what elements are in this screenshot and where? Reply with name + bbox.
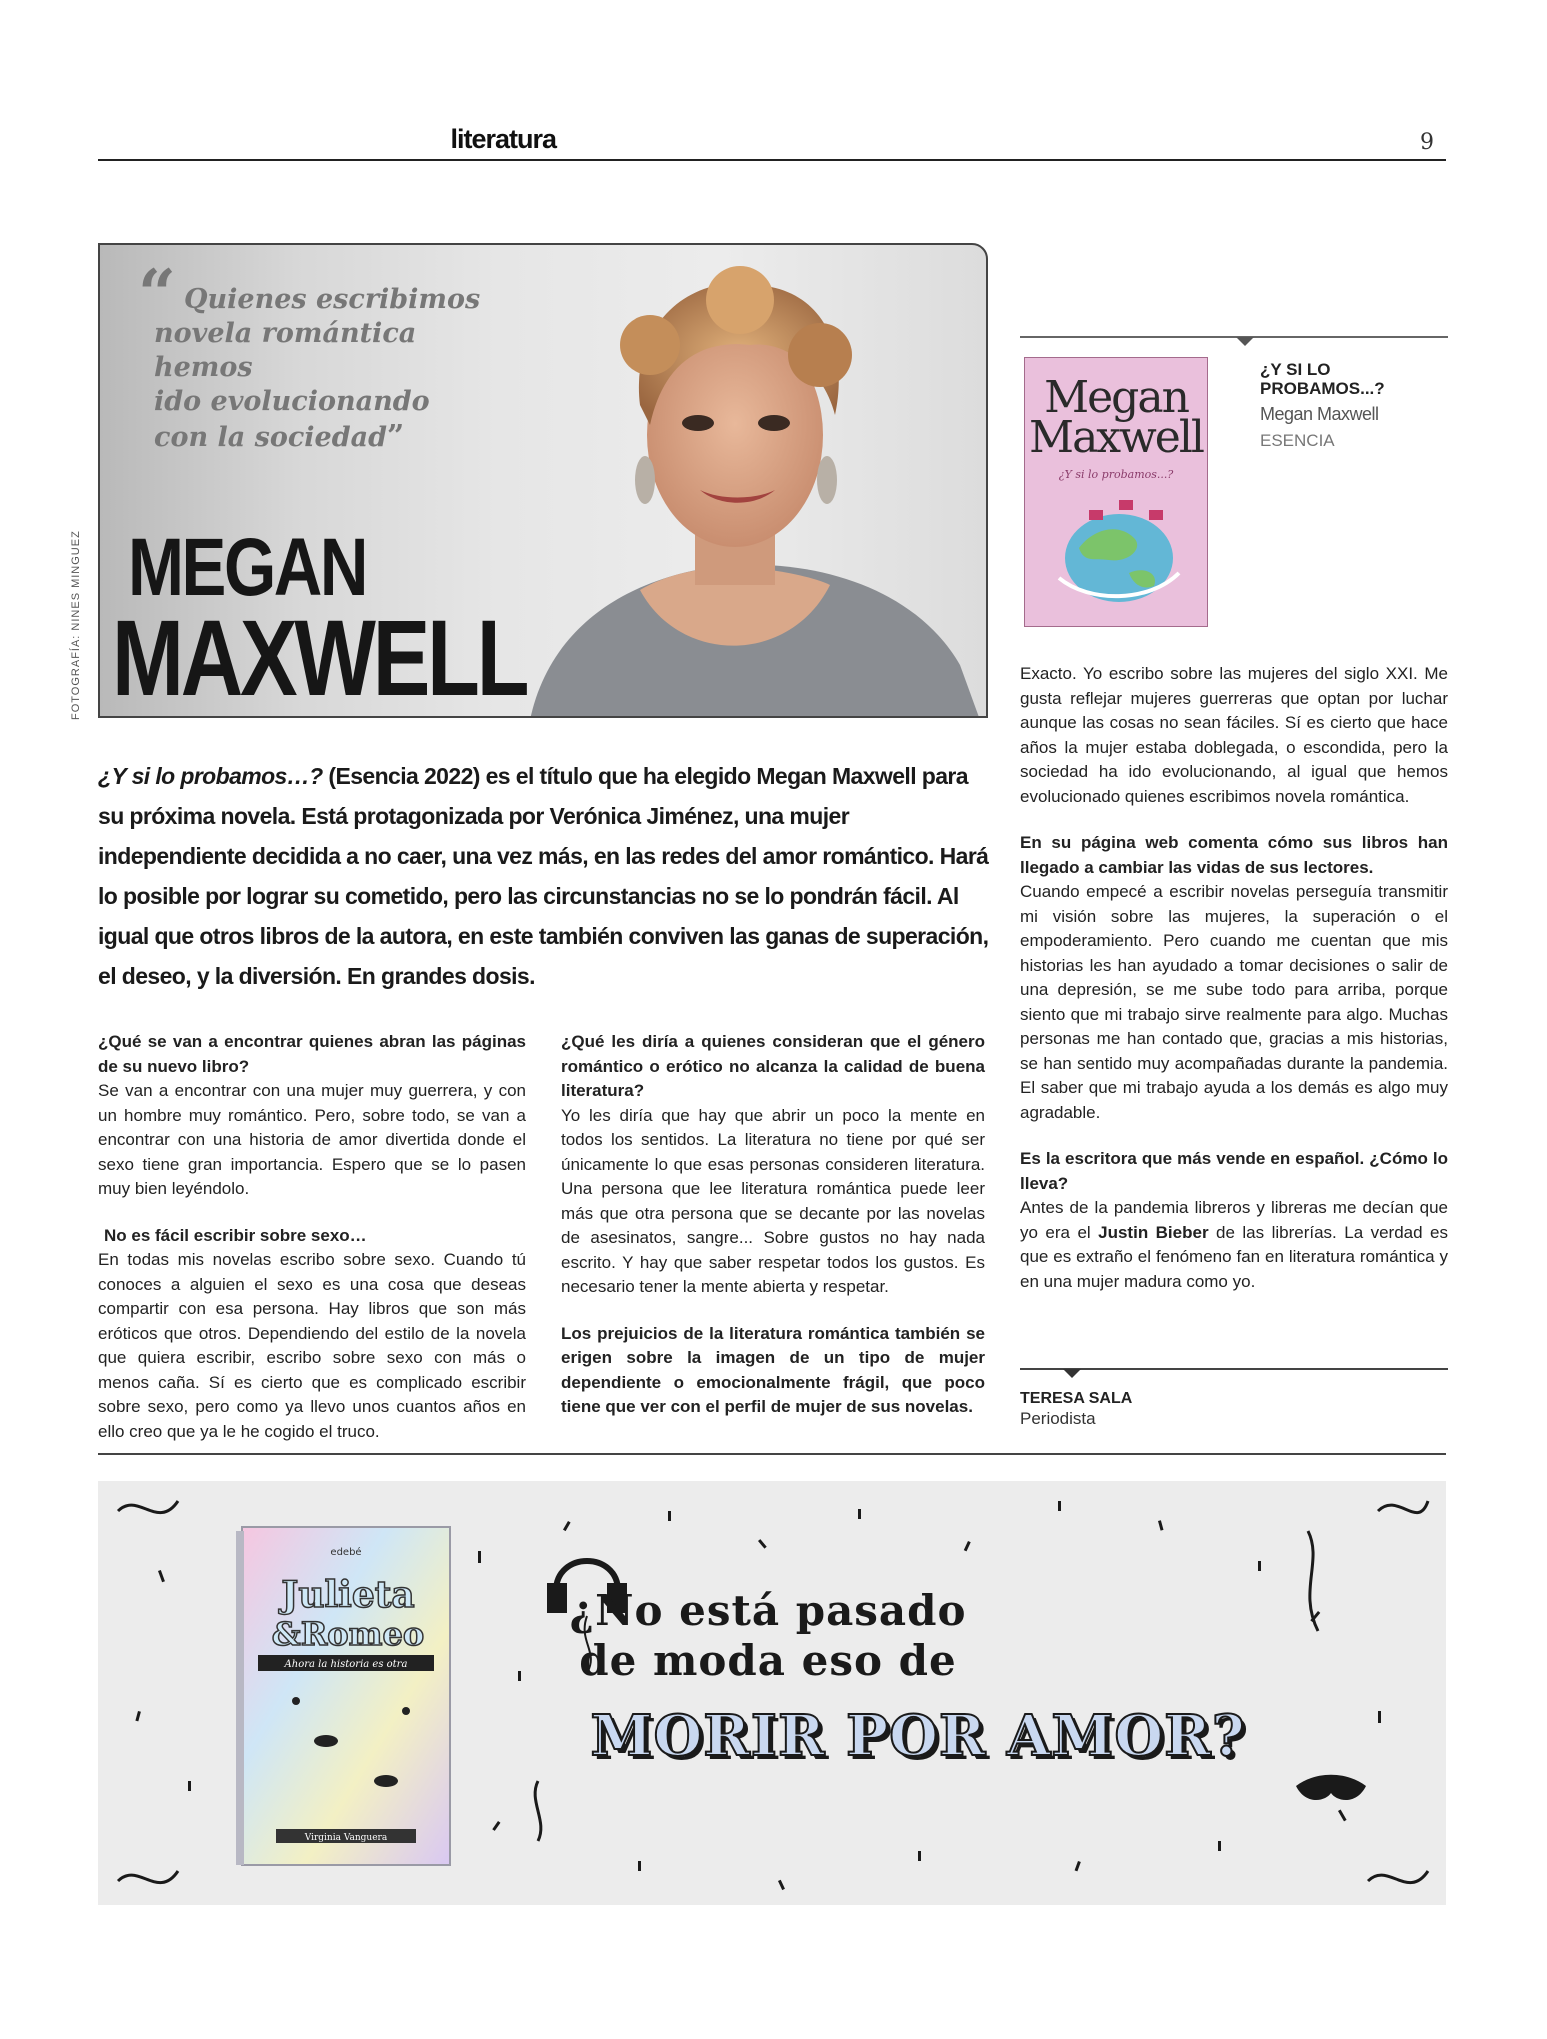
close-quote-mark: ” xyxy=(386,419,405,454)
book-box-rule xyxy=(1020,336,1448,338)
quote-line: ido evolucionando xyxy=(154,386,430,417)
column-2 xyxy=(561,1030,985,1442)
article-end-rule xyxy=(98,1453,1446,1455)
interview-question: En su página web comenta cómo sus libros han llegado a cambiar las vidas de sus lectores. xyxy=(1020,833,1448,877)
interview-question: ¿Qué se van a encontrar quienes abran las páginas de su nuevo libro? xyxy=(98,1032,526,1076)
book-box-marker xyxy=(1236,337,1254,346)
open-quote-mark: “ xyxy=(138,255,176,333)
lead-text: (Esencia 2022) es el título que ha elegido Megan Maxwell para su próxima novela. Está protagonizada por Verónica Jiménez, una mujer independiente decidida a no caer, una vez más, en las redes del amor romántico. Hará lo posible por lograr su cometido, pero las circunstancias no se lo pondrán fácil. Al igual que otros libros de la autora, en este también conviven las ganas de superación, el deseo, y la diversión. En grandes dosis. xyxy=(98,763,989,989)
lead-paragraph xyxy=(98,756,990,996)
interview-question: No es fácil escribir sobre sexo… xyxy=(104,1225,367,1245)
interview-answer: Exacto. Yo escribo sobre las mujeres del siglo XXI. Me gusta reflejar mujeres guerreras que optan por luchar aunque las cosas no sean fáciles. Sí es cierto que hace años la mujer estaba doblegada, o escondida, pero la sociedad ha ido evolucionando, al igual que hemos evolucionado quienes escribimos novela romántica. xyxy=(1020,664,1448,806)
interview-answer: Antes de la pandemia libreros y libreras me decían que yo era el xyxy=(1020,1198,1448,1242)
promo-book-subtitle: Ahora la historia es otra xyxy=(284,1659,408,1670)
mask-icon xyxy=(1296,1775,1366,1800)
byline-rule xyxy=(1020,1368,1448,1370)
quote-line: novela romántica hemos xyxy=(154,318,417,383)
author-last-name: MAXWELL xyxy=(112,597,527,718)
cover-title-line: Megan xyxy=(1044,372,1188,423)
interview-answer: Se van a encontrar con una mujer muy guerrera, y con un hombre muy romántico. Pero, sobre todo, se van a encontrar con una historia de amor divertida donde el sexo tiene gran importancia. Espero que se lo pasen muy bien leyéndolo. xyxy=(98,1081,526,1198)
book-cover-subtitle: ¿Y si lo probamos...? xyxy=(1058,468,1174,481)
column-3 xyxy=(1020,662,1448,1316)
page-number: 9 xyxy=(1420,130,1434,155)
lead-book-title: ¿Y si lo probamos…? xyxy=(98,763,323,789)
book-publisher: ESENCIA xyxy=(1260,431,1335,450)
book-author: Megan Maxwell xyxy=(1260,404,1379,424)
globe-illustration xyxy=(1049,488,1189,608)
author-portrait xyxy=(490,245,988,718)
photo-credit: FOTOGRAFÍA: NINES MINGUEZ xyxy=(70,530,82,720)
ad-banner[interactable] xyxy=(98,1481,1446,1905)
byline-name: TERESA SALA xyxy=(1020,1390,1133,1407)
ad-headline-line: ¿No está pasado xyxy=(569,1586,967,1635)
ad-headline-highlight: MORIR POR AMOR? xyxy=(590,1703,1246,1769)
promo-book-title: Julieta xyxy=(281,1574,415,1616)
hero-card xyxy=(98,243,988,718)
cover-title-line: Maxwell xyxy=(1029,412,1203,463)
promo-book-cover xyxy=(236,1521,456,1871)
book-title: ¿Y SI LO PROBAMOS...? xyxy=(1260,360,1385,398)
interview-answer: Cuando empecé a escribir novelas perseguía transmitir mi visión sobre las mujeres, la superación o el empoderamiento. Pero cuando me cuentan que mis historias les han ayudado a tomar decisiones o salir de una depresión, se me sube todo para arriba, porque siento que mi trabajo sirve realmente para algo. Muchas personas me han contado que, gracias a mis historias, se han sentido muy acompañadas durante la pandemia. El saber que mi trabajo ayuda a los demás es algo muy agradable. xyxy=(1020,882,1448,1122)
book-cover xyxy=(1024,357,1208,627)
interview-answer: En todas mis novelas escribo sobre sexo. Cuando tú conoces a alguien el sexo es una cosa que deseas compartir con esa persona. Hay libros que son más eróticos que otros. Dependiendo del estilo de la novela que quiera escribir, escribo sobre sexo con más o menos caña. Sí es cierto que es complicado escribir sobre sexo, pero como ya llevo unos cuantos años en ello creo que ya le he cogido el truco. xyxy=(98,1250,526,1441)
interview-answer-bold: Justin Bieber xyxy=(1098,1222,1209,1242)
quote-line: Quienes escribimos xyxy=(184,284,481,315)
byline-marker xyxy=(1063,1369,1081,1378)
promo-book-publisher: edebé xyxy=(330,1547,362,1558)
interview-answer: de las librerías. La verdad es que es extraño el fenómeno fan en literatura romántica y en una mujer madura como yo. xyxy=(1020,1222,1448,1291)
header-rule xyxy=(98,159,1446,161)
interview-question: Es la escritora que más vende en español. ¿Cómo lo lleva? xyxy=(1020,1149,1448,1193)
quote-line: con la sociedad xyxy=(154,422,387,453)
author-first-name: MEGAN xyxy=(128,522,366,613)
promo-book-title: &Romeo xyxy=(271,1615,425,1653)
promo-book-author: Virginia Vanguera xyxy=(304,1833,388,1843)
interview-answer: Yo les diría que hay que abrir un poco la mente en todos los sentidos. La literatura no tiene por qué ser únicamente lo que esas personas consideren literatura. Una persona que lee literatura romántica puede leer más que otra persona que se decante por las novelas de asesinatos, sangre... Sobre gustos no hay nada escrito. Y hay que saber respetar todos los gustos. Es necesario tener la mente abierta y respetar. xyxy=(561,1105,985,1296)
ad-headline-line: de moda eso de xyxy=(579,1636,957,1685)
interview-question: ¿Qué les diría a quienes consideran que el género romántico o erótico no alcanza la calidad de buena literatura? xyxy=(561,1032,985,1100)
pull-quote xyxy=(154,283,514,455)
byline-role: Periodista xyxy=(1020,1409,1096,1428)
section-title: literatura xyxy=(450,124,556,154)
interview-question: Los prejuicios de la literatura romántica también se erigen sobre la imagen de un tipo de mujer dependiente o emocionalmente frágil, que poco tiene que ver con el perfil de mujer de sus novelas. xyxy=(561,1323,985,1416)
column-1 xyxy=(98,1030,526,1466)
book-cover-title xyxy=(1025,372,1207,463)
